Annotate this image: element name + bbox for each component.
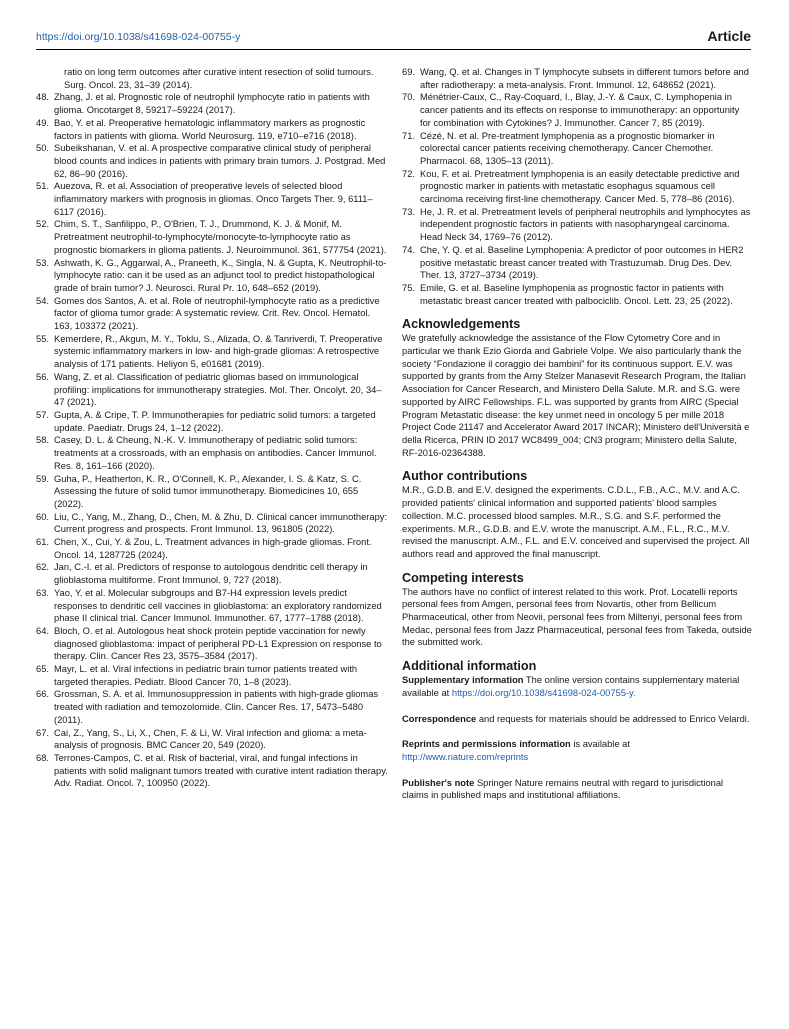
reference-text: Casey, D. L. & Cheung, N.-K. V. Immunotherapy of pediatric solid tumors: treatments at a crossroads, with an emphasis on antibodies. Cancer Immunol. Res. 8, 161–166 (2020).	[54, 435, 377, 471]
reference-text: Ashwath, K. G., Aggarwal, A., Praneeth, K., Singla, N. & Gupta, K. Neutrophil-to-lymphocyte ratio: can it be used as an adjunct tool to predict histopathological grade of brain tumor? J. Neurosci. Rural Pr. 10, 648–652 (2019).	[54, 257, 387, 293]
reference-number: 64.	[36, 625, 49, 636]
reference-number: 52.	[36, 219, 49, 230]
publishers-note-text: Springer Nature remains neutral with regard to jurisdictional claims in published maps and institutional affiliations.	[402, 777, 724, 801]
reference-item	[36, 117, 390, 142]
reference-text: Che, Y. Q. et al. Baseline Lymphopenia: A predictor of poor outcomes in HER2 positive metastatic breast cancer treated with Trastuzumab. Drug Des. Dev. Ther. 13, 3727–3734 (2019).	[420, 244, 744, 281]
reference-number: 48.	[36, 92, 49, 103]
reference-item	[36, 218, 390, 256]
reference-text: Bao, Y. et al. Preoperative hematologic inflammatory markers as prognostic factors in patients with glioma. World Neurosurg. 119, e710–e716 (2018).	[54, 117, 366, 141]
acknowledgements-text: We gratefully acknowledge the assistance of the Flow Cytometry Core and in particular we thank Ezio Giorda and Gabriele Volpe. We also particularly thank the society “Fondazione il coraggio dei bambini” for its continuous support. E.V. was supported by grants from the Amy Stelzer Manasevit Research Program, the Italian Association for Cancer Research, and Ministero Della Salute. M.R. and S.G. were supported by AIRC Fellowships. F.L. was supported by grants from AIRC (Special Program Metastatic disease: the key unmet need in oncology 5 per mille 2018 Project Code 21147 and Accelerator Award 2017 INCAR); Ministero dell'Università e della Ricerca, PRIN ID 2017 WC8499_004; CN3 program; Ministero della Salute, RF-2016-02364388.	[402, 333, 750, 458]
reference-number: 72.	[402, 168, 415, 179]
reference-item	[36, 625, 390, 663]
reference-item	[36, 473, 390, 511]
reference-number: 68.	[36, 752, 49, 763]
reference-item	[36, 91, 390, 116]
reference-number: 67.	[36, 727, 49, 738]
reference-text: Zhang, J. et al. Prognostic role of neutrophil lymphocyte ratio in patients with glioma. Oncotarget 8, 59217–59224 (2017).	[54, 92, 370, 116]
header-divider	[36, 49, 751, 50]
reference-number: 62.	[36, 562, 49, 573]
reference-number: 60.	[36, 511, 49, 522]
reference-number: 55.	[36, 333, 49, 344]
reference-number: 58.	[36, 435, 49, 446]
additional-information-heading: Additional information	[402, 659, 537, 674]
reference-number: 63.	[36, 587, 49, 598]
reference-text: Guha, P., Heatherton, K. R., O'Connell, K. P., Alexander, I. S. & Katz, S. C. Assessing the future of solid tumor immunotherapy. Biomedicines 10, 655 (2022).	[54, 473, 362, 509]
competing-interests-text: The authors have no conflict of interest related to this work. Prof. Locatelli reports personal fees from Amgen, personal fees from Novartis, other from Bellicum Pharmaceutical, other from Neovii, personal fees from Miltenyi, personal fees from Medac, personal fees from Jazz Pharmaceutical, personal fees from Takeda, outside the submitted work.	[402, 586, 752, 648]
doi-link[interactable]: https://doi.org/10.1038/s41698-024-00755-y	[36, 31, 241, 43]
reference-item	[36, 688, 390, 726]
reference-text: Chen, X., Cui, Y. & Zou, L. Treatment advances in high-grade gliomas. Front. Oncol. 14, 1287725 (2024).	[54, 537, 372, 560]
publishers-note	[402, 777, 752, 802]
reference-item	[36, 333, 390, 371]
correspondence	[402, 713, 752, 726]
publishers-note-label: Publisher's note	[402, 777, 475, 788]
reference-text: Jan, C.-I. et al. Predictors of response to autologous dendritic cell therapy in glioblastoma multiforme. Front Immunol. 9, 727 (2018).	[54, 562, 368, 586]
reference-text: Kemerdere, R., Akgun, M. Y., Toklu, S., Alizada, O. & Tanriverdi, T. Preoperative systemic inflammatory markers in low- and high-grade gliomas: A retrospective analysis of 171 patients. Heliyon 5, e01681 (2019).	[54, 333, 383, 370]
reprints-information	[402, 738, 752, 763]
reference-item	[402, 206, 752, 244]
reference-number: 65.	[36, 664, 49, 675]
reference-number: 74.	[402, 244, 415, 255]
right-column	[402, 66, 752, 802]
reference-continuation: ratio on long term outcomes after curative intent resection of solid tumours. Surg. Oncol. 23, 31–39 (2014).	[64, 67, 374, 90]
reference-item	[36, 752, 390, 790]
reference-item	[36, 434, 390, 472]
reference-text: Terrones-Campos, C. et al. Risk of bacterial, viral, and fungal infections in patients with solid malignant tumors treated with curative intent radiation therapy. Adv. Radiat. Oncol. 7, 100950 (2022).	[54, 752, 388, 789]
supplementary-link[interactable]: https://doi.org/10.1038/s41698-024-00755-y.	[451, 687, 636, 698]
reference-number: 73.	[402, 206, 415, 217]
competing-interests-heading: Competing interests	[402, 570, 524, 585]
acknowledgements-heading: Acknowledgements	[402, 317, 521, 332]
reference-text: Bloch, O. et al. Autologous heat shock protein peptide vaccination for newly diagnosed glioblastoma: impact of peripheral PD-L1 Expression on response to therapy. Clin. Cancer Res 23, 3575–3584 (2017).	[54, 625, 382, 662]
reference-item	[402, 66, 752, 91]
reference-text: Cai, Z., Yang, S., Li, X., Chen, F. & Li, W. Viral infection and glioma: a meta-analysis of prognosis. BMC Cancer 20, 549 (2020).	[54, 727, 367, 751]
reference-text: Wang, Z. et al. Classification of pediatric gliomas based on immunological profiling: implications for immunotherapy strategies. Mol. Ther. Oncolyt. 20, 34–47 (2021).	[54, 371, 382, 408]
reference-number: 51.	[36, 181, 49, 192]
reference-number: 50.	[36, 143, 49, 154]
reference-number: 71.	[402, 130, 415, 141]
author-contributions-text: M.R., G.D.B. and E.V. designed the experiments. C.D.L., F.B., A.C., M.V. and A.C. provided patients' clinical information and supported patients' blood samples collection. M.C. processed blood samples. M.R., S.G. and S.F. performed the experiments. M.R., G.D.B. and E.V. wrote the manuscript. A.M., F.L., R.C., M.V. revised the manuscript. A.M., F.L. and E.V. conceived and supervised the project. All authors read and approved the final manuscript.	[402, 485, 750, 559]
reprints-text: is available at	[573, 739, 630, 750]
reprints-link[interactable]: http://www.nature.com/reprints	[402, 751, 529, 762]
reference-item	[36, 536, 390, 561]
reference-item	[36, 257, 390, 295]
reference-number: 49.	[36, 117, 49, 128]
reference-text: Kou, F. et al. Pretreatment lymphopenia is an easily detectable predictive and prognostic marker in patients with metastatic esophagus squamous cell carcinoma receiving first-line chemotherapy. Cancer Med. 5, 778–86 (2016).	[420, 168, 740, 205]
supplementary-information	[402, 674, 752, 699]
reference-text: Ménétrier-Caux, C., Ray-Coquard, I., Blay, J.-Y. & Caux, C. Lymphopenia in cancer patients and its effects on response to immunotherapy: an opportunity for combination with Cytokines? J. Immunother. Cancer 7, 85 (2019).	[420, 92, 740, 128]
correspondence-label: Correspondence	[402, 713, 477, 724]
reference-item	[36, 295, 390, 333]
reference-text: Wang, Q. et al. Changes in T lymphocyte subsets in different tumors before and after radiotherapy: a meta-analysis. Front. Immunol. 12, 648652 (2021).	[420, 67, 749, 90]
reference-item	[36, 180, 390, 218]
reference-text: Yao, Y. et al. Molecular subgroups and B7-H4 expression levels predict responses to dendritic cell vaccines in glioblastoma: an exploratory randomized phase II clinical trial. Cancer Immunol. Immunother. 67, 1777–1788 (2018).	[54, 587, 382, 624]
reference-number: 70.	[402, 92, 415, 103]
reference-text: Auezova, R. et al. Association of preoperative levels of selected blood inflammatory markers with prognosis in gliomas. Onco Targets Ther. 9, 6111–6117 (2016).	[54, 181, 373, 217]
reference-item	[36, 663, 390, 688]
reference-item	[402, 282, 752, 307]
reference-number: 57.	[36, 409, 49, 420]
reference-item	[36, 409, 390, 434]
reference-number: 53.	[36, 257, 49, 268]
reference-text: Gomes dos Santos, A. et al. Role of neutrophil-lymphocyte ratio as a predictive factor of glioma tumor grade: A systematic review. Crit. Rev. Oncol. Hematol. 163, 103372 (2021).	[54, 295, 380, 332]
reference-item	[36, 511, 390, 536]
reference-item	[36, 142, 390, 180]
author-contributions-heading: Author contributions	[402, 469, 528, 484]
reference-text: Mayr, L. et al. Viral infections in pediatric brain tumor patients treated with targeted therapies. Pediatr. Blood Cancer 70, 1–8 (2023).	[54, 664, 358, 687]
reference-item	[402, 244, 752, 282]
reference-text: Subeikshanan, V. et al. A prospective comparative clinical study of peripheral blood counts and indices in patients with primary brain tumors. J. Postgrad. Med 62, 86–90 (2016).	[54, 143, 386, 179]
reference-item	[402, 91, 752, 129]
reference-number: 66.	[36, 689, 49, 700]
supplementary-text: The online version contains supplementary material available at	[402, 675, 740, 698]
reference-text: Chim, S. T., Sanfilippo, P., O'Brien, T. J., Drummond, K. J. & Monif, M. Pretreatment neutrophil-to-lymphocyte/monocyte-to-lymphocyte ratio as prognostic biomarkers in glioma patients. J. Neuroimmunol. 361, 577754 (2021).	[54, 219, 387, 255]
reprints-label: Reprints and permissions information	[402, 739, 571, 750]
reference-number: 56.	[36, 371, 49, 382]
correspondence-text: and requests for materials should be addressed to Enrico Velardi.	[478, 713, 750, 724]
reference-item	[36, 371, 390, 409]
reference-number: 75.	[402, 282, 415, 293]
reference-text: Cézé, N. et al. Pre-treatment lymphopenia as a prognostic biomarker in colorectal cancer patients receiving chemotherapy. Cancer Chemother. Pharmacol. 68, 1305–13 (2011).	[420, 130, 715, 166]
section-label: Article	[707, 28, 751, 44]
supplementary-label: Supplementary information	[402, 675, 524, 686]
reference-item	[36, 727, 390, 752]
reference-item	[36, 587, 390, 625]
reference-item	[36, 561, 390, 586]
reference-number: 69.	[402, 67, 415, 77]
reference-number: 61.	[36, 537, 49, 548]
reference-text: Emile, G. et al. Baseline lymphopenia as prognostic factor in patients with metastatic breast cancer treated with palbociclib. Oncol. Lett. 23, 25 (2022).	[420, 282, 733, 306]
reference-text: Grossman, S. A. et al. Immunosuppression in patients with high-grade gliomas treated with radiation and temozolomide. Clin. Cancer Res. 17, 5473–5480 (2011).	[54, 689, 379, 725]
reference-text: Liu, C., Yang, M., Zhang, D., Chen, M. & Zhu, D. Clinical cancer immunotherapy: Current progress and prospects. Front Immunol. 13, 961805 (2022).	[54, 511, 388, 535]
reference-item	[402, 130, 752, 168]
reference-item	[402, 168, 752, 206]
reference-number: 54.	[36, 295, 49, 306]
reference-text: He, J. R. et al. Pretreatment levels of peripheral neutrophils and lymphocytes as independent prognostic factors in patients with nasopharyngeal carcinoma. Head Neck 34, 1769–76 (2012).	[420, 206, 751, 243]
reference-number: 59.	[36, 473, 49, 484]
references-left-column	[36, 66, 390, 790]
reference-text: Gupta, A. & Cripe, T. P. Immunotherapies for pediatric solid tumors: a targeted update. Paediatr. Drugs 24, 1–12 (2022).	[54, 409, 376, 433]
